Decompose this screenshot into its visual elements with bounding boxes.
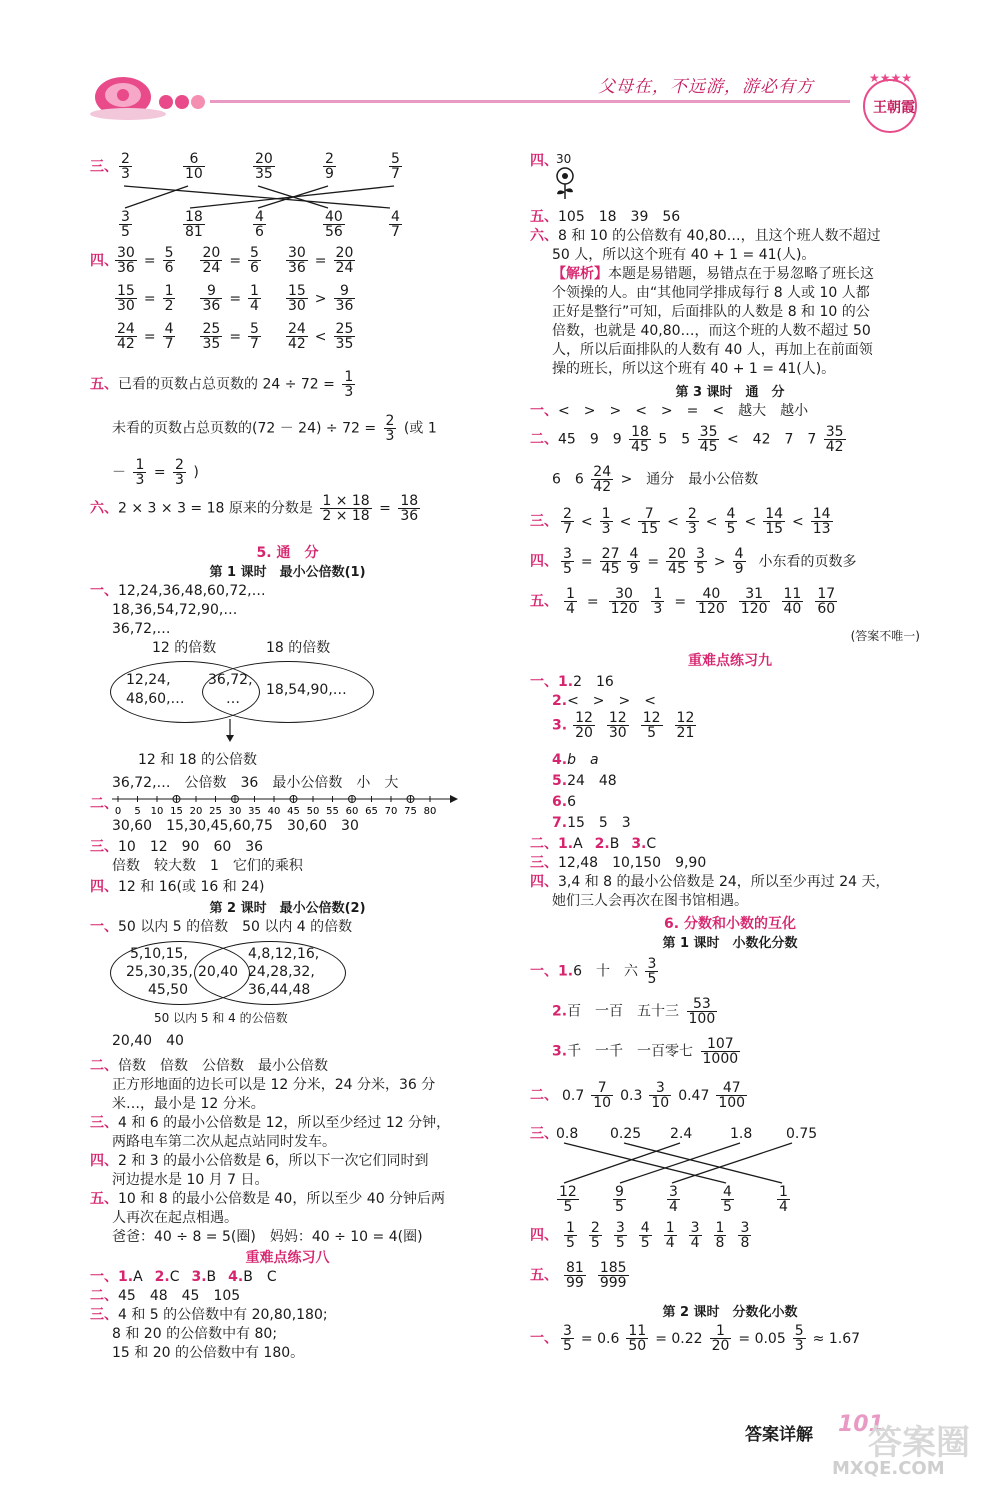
fraction: $\frac{5}{3}$ (794, 1323, 804, 1354)
left-column: 三、 2 3 6 10 20 35 2 9 5 7 3 5 18 81 4 6 40 56 4 7 四、 $\frac{30}{36}$ = $\frac{5}{6}$ $\frac{20}{24}$ = $\frac{5}{6}$ $\frac{30}{36}$ = $\frac{20}{24}$ $\frac{15}{30}$ = $\frac{1}{2}$ $\frac{9}{36}$ = $\frac{1}{4}$ $\frac{15}{30}$ > $\frac{9}{36}$ $\frac{24}{42}$ = $\frac{4}{7}$ $\frac{25}{35}$ = $\frac{5}{7}$ $\frac{24}{42}$ < $\frac{25}{35}$ 五、已看的页数占总页数的 24 ÷ 72 = $\frac{1}{3}$ 未看的页数占总页数的(72 － 24) ÷ 72 = $\frac{2}{3}$ (或 1 － $\frac{1}{3}$ = $\frac{2}{3}$ ) 六、2 × 3 × 3 = 18 原来的分数是 $\frac{1 \times 18}{2 \times 18}$ = $\frac{18}{36}$ 5. 通 分 第 1 课时 最小公倍数(1) 一、12,24,36,48,60,72,… 18,36,54,72,90,… 36,72,… 12 的倍数 18 的倍数 12,24, 48,60,… 36,72, … 18,54,90,… 12 和 18 的公倍数 36,72,… 公倍数 36 最小公倍数 小 大 二、 0 5 10 15 20 25 30 35 40 45 50 55 60 65 70 75 80 30,60 15,30,45,60,75 30,60 30 三、10 12 90 60 36 倍数 较大数 1 它们的乘积 四、12 和 16(或 16 和 24) 第 2 课时 最小公倍数(2) 一、50 以内 5 的倍数 50 以内 4 的倍数 5,10,15, 25,30,35, 45,50 20,40 4,8,12,16, 24,28,32, 36,44,48 50 以内 5 和 4 的公倍数 20,40 40 二、倍数 倍数 公倍数 最小公倍数 正方形地面的边长可以是 12 分米，24 分米，36 分 米…，最小是 12 分米。 三、4 和 6 的最小公倍数是 12，所以至少经过 12 分钟， 两路电车第二次从起点站同时发车。 四、2 和 3 的最小公倍数是 6，所以下一次它们同时到 河边提水是 10 月 7 日。 五、10 和 8 的最小公倍数是 40，所以至少 40 分钟后两 人再次在起点相遇。 爸爸：40 ÷ 8 = 5(圈) 妈妈：40 ÷ 10 = 4(圈) 重难点练习八 一、1.A 2.C 3.B 4.B C 二、45 48 45 105 三、4 和 5 的公倍数中有 20,80,180; 8 和 20 的公倍数中有 80; 15 和 20 的公倍数中有 180。 (90, 150, 485, 1400)
fraction: $\frac{30}{36}$ (117, 245, 135, 276)
fraction: 1 4 (779, 1184, 788, 1215)
fraction: $\frac{2}{5}$ (590, 1220, 600, 1251)
operator: < (744, 513, 757, 530)
fraction: $\frac{3}{5}$ (615, 1220, 625, 1251)
tick-label: 25 (209, 806, 222, 817)
lesson-title: 第 3 课时 通 分 (675, 385, 785, 400)
operator: 0.47 (678, 1087, 710, 1104)
fraction: 4 6 (255, 209, 264, 240)
tick-label: 30 (228, 806, 242, 817)
fraction: $\frac{3}{8}$ (740, 1220, 750, 1251)
tick-label: 70 (384, 806, 398, 817)
tick-label: 75 (404, 806, 417, 817)
operator: 0.7 (562, 1087, 585, 1104)
fraction: $\frac{3}{5}$ (563, 1323, 572, 1354)
right-column: 四、 30 五、105 18 39 56 六、8 和 10 的公倍数有 40,80…，且这个班人数不超过 50 人，所以这个班有 40 + 1 = 41(人)。 【解析】本题是易错题，易错点在于易忽略了班长这 个领操的人。由“其他同学排成每行 8 人或 10 人都 正好是整行”可知，后面排队的人数是 8 和 10 的公 倍数，也就是 40,80…，而这个班的人数不超过 50 人，所以后面排队的人数有 40 人，再加上在前面领 操的班长，所以这个班有 40 + 1 = 41(人)。 第 3 课时 通 分 一、< > > < > = < 越大 越小 二、45 9 9 $\frac{18}{45}$ 5 5 $\frac{35}{45}$ < 42 7 7 $\frac{35}{42}$ 6 6 $\frac{24}{42}$ > 通分 最小公倍数 三、 $\frac{2}{7}$ < $\frac{1}{3}$ < $\frac{7}{15}$ < $\frac{2}{3}$ < $\frac{4}{5}$ < $\frac{14}{15}$ < $\frac{14}{13}$ 四、 $\frac{3}{5}$ = $\frac{27}{45}$ $\frac{4}{9}$ = $\frac{20}{45}$ $\frac{3}{5}$ > $\frac{4}{9}$ 小东看的页数多 五、 $\frac{1}{4}$ = $\frac{30}{120}$ $\frac{1}{3}$ = $\frac{40}{120}$ $\frac{31}{120}$ $\frac{11}{40}$ $\frac{17}{60}$ (答案不唯一) 重难点练习九 一、1.2 16 2.< > > < 3. $\frac{12}{20}$ $\frac{12}{30}$ $\frac{12}{5}$ $\frac{12}{21}$ 4.b a 5.24 48 6.6 7.15 5 3 二、1.A 2.B 3.C 三、12,48 10,150 9,90 四、3,4 和 8 的最小公倍数是 24，所以至少再过 24 天， 她们三人会再次在图书馆相遇。 6. 分数和小数的互化 第 1 课时 小数化分数 一、1.6 十 六 $\frac{3}{5}$ 2.百 一百 五十三 $\frac{53}{100}$ 3.千 一千 一百零七 $\frac{107}{1000}$ 二、 0.7 $\frac{7}{10}$ 0.3 $\frac{3}{10}$ 0.47 $\frac{47}{100}$ 三、 0.8 0.25 2.4 1.8 0.75 12 5 9 5 3 4 4 5 1 4 四、 $\frac{1}{5}$ $\frac{2}{5}$ $\frac{3}{5}$ $\frac{4}{5}$ $\frac{1}{4}$ $\frac{3}{4}$ $\frac{1}{8}$ $\frac{3}{8}$ 五、 $\frac{81}{99}$ $\frac{185}{999}$ 第 2 课时 分数化小数 一、 $\frac{3}{5}$ = 0.6 $\frac{11}{50}$ = 0.22 $\frac{1}{20}$ = 0.05 $\frac{5}{3}$ ≈ 1.67 (530, 150, 930, 1380)
fraction: 18 81 (185, 209, 203, 240)
operator: = 0.6 (580, 1330, 620, 1347)
fraction: $\frac{31}{120}$ (740, 586, 768, 617)
fraction: $\frac{1}{2}$ (164, 283, 174, 314)
fraction: $\frac{5}{7}$ (250, 321, 259, 352)
flower-icon (554, 166, 576, 200)
item-number: 4. (228, 1269, 244, 1285)
fraction: 9 5 (615, 1184, 624, 1215)
header-divider (210, 100, 850, 103)
fraction: $\frac{4}{5}$ (640, 1220, 650, 1251)
tick-label: 0 (114, 806, 122, 817)
tick-label: 45 (287, 806, 300, 817)
fraction: $\frac{1}{3}$ (135, 457, 145, 488)
fraction: $\frac{35}{45}$ (699, 424, 718, 455)
operator: 0.3 (620, 1087, 643, 1104)
lesson-title: 第 2 课时 最小公倍数(2) (209, 901, 366, 916)
fraction: $\frac{1}{4}$ (665, 1220, 675, 1251)
operator: = (143, 252, 156, 269)
operator: = (143, 290, 156, 307)
fraction: $\frac{17}{60}$ (817, 586, 836, 617)
operator: < (580, 513, 593, 530)
fraction: $\frac{30}{36}$ (287, 245, 306, 276)
fraction: 5 7 (391, 151, 400, 182)
choice-answer: B (609, 836, 620, 852)
equality-row (112, 246, 358, 284)
operator: = (580, 553, 593, 570)
fraction-compare: 四、 $\frac{3}{5}$ = $\frac{27}{45}$ $\frac{4}{9}$ = $\frac{20}{45}$ $\frac{3}{5}$ > $\frac{4}{9}$ 小东看的页数多 (530, 546, 857, 577)
operator: = (229, 328, 242, 345)
item-number: 3. (191, 1269, 207, 1285)
fraction: $\frac{20}{45}$ (668, 546, 686, 577)
fraction: $\frac{2}{3}$ (385, 413, 395, 444)
fraction: $\frac{25}{35}$ (202, 321, 221, 352)
tick-label: 10 (150, 806, 164, 817)
decimal-value: 1.8 (730, 1126, 753, 1142)
fraction: $\frac{14}{13}$ (812, 506, 831, 537)
fraction-list: 五、 $\frac{81}{99}$ $\frac{185}{999}$ (530, 1260, 627, 1291)
brand-badge-icon (855, 68, 925, 138)
fraction: 20 35 (255, 151, 273, 182)
chapter-title: 6. 分数和小数的互化 (664, 916, 796, 932)
lesson-title: 第 1 课时 最小公倍数(1) (209, 565, 366, 580)
fraction: $\frac{24}{42}$ (593, 464, 612, 495)
fraction: $\frac{3}{10}$ (651, 1080, 670, 1111)
svg-text:王朝霞: 王朝霞 (873, 100, 915, 116)
fraction: $\frac{4}{9}$ (734, 546, 744, 577)
fraction-order: 三、 $\frac{2}{7}$ < $\frac{1}{3}$ < $\frac{7}{15}$ < $\frac{2}{3}$ < $\frac{4}{5}$ < $\frac{14}{15}$ < $\frac{14}{13}$ (530, 506, 831, 537)
decimal-value: 0.75 (786, 1126, 818, 1142)
tick-label: 60 (345, 806, 359, 817)
decimal-matching: 三、 0.8 0.25 2.4 1.8 0.75 12 5 9 5 3 4 4 5 1 4 (530, 1121, 930, 1221)
fraction: 40 56 (325, 209, 343, 240)
fraction: 3 4 (669, 1184, 678, 1215)
equality-row (112, 322, 358, 360)
decimal-fraction-list: 二、 0.7 $\frac{7}{10}$ 0.3 $\frac{3}{10}$ 0.47 $\frac{47}{100}$ (530, 1080, 746, 1111)
fraction: $\frac{47}{100}$ (718, 1080, 746, 1111)
fraction: $\frac{4}{7}$ (164, 321, 174, 352)
item-number: 1. (118, 1269, 134, 1285)
watermark-url: MXQE.COM (832, 1458, 945, 1479)
item-number: 1. (558, 836, 574, 852)
operator: = 0.05 (738, 1330, 786, 1347)
fraction: $\frac{20}{24}$ (335, 245, 354, 276)
item-number: 2. (154, 1269, 170, 1285)
tick-label: 20 (189, 806, 203, 817)
fraction-list: 3. $\frac{12}{20}$ $\frac{12}{30}$ $\frac{12}{5}$ $\frac{12}{21}$ (552, 710, 695, 741)
operator: ≈ 1.67 (812, 1330, 861, 1347)
fraction: $\frac{2}{3}$ (175, 457, 184, 488)
fraction: $\frac{4}{9}$ (629, 546, 639, 577)
operator: > (713, 553, 726, 570)
fraction: $\frac{27}{45}$ (601, 546, 620, 577)
operator: < (792, 513, 804, 530)
chapter-title: 5. 通 分 (256, 545, 319, 561)
operator: < (705, 513, 718, 530)
fraction: $\frac{1}{8}$ (715, 1220, 725, 1251)
fraction: $\frac{18}{36}$ (400, 493, 419, 524)
equality-row (112, 284, 358, 322)
fraction: $\frac{15}{30}$ (287, 283, 306, 314)
fraction: $\frac{53}{100}$ (688, 996, 716, 1027)
fraction: $\frac{107}{1000}$ (702, 1036, 739, 1067)
section-6-fraction: 六、2 × 3 × 3 = 18 原来的分数是 $\frac{1 \times 18}{2 \times 18}$ = $\frac{18}{36}$ (90, 493, 419, 524)
section-5-pages: 五、已看的页数占总页数的 24 ÷ 72 = $\frac{1}{3}$ 未看的页数占总页数的(72 － 24) ÷ 72 = $\frac{2}{3}$ (或 1 － $\frac{1}{3}$ = $\frac{2}{3}$ ) (90, 369, 437, 488)
operator: = (586, 593, 599, 610)
fraction-list: 四、 $\frac{1}{5}$ $\frac{2}{5}$ $\frac{3}{5}$ $\frac{4}{5}$ $\frac{1}{4}$ $\frac{3}{4}$ $\frac{1}{8}$ $\frac{3}{8}$ (530, 1220, 750, 1251)
fraction: $\frac{5}{6}$ (164, 245, 174, 276)
choice-answer: A (133, 1269, 143, 1285)
fraction: 4 5 (723, 1184, 732, 1215)
fraction: $\frac{12}{20}$ (575, 710, 593, 741)
choice-answer: A (573, 836, 583, 852)
fraction: $\frac{9}{36}$ (202, 283, 221, 314)
fraction: $\frac{1}{5}$ (566, 1220, 575, 1251)
lesson-title: 第 2 课时 分数化小数 (662, 1305, 798, 1320)
operator: = (674, 593, 687, 610)
fraction: $\frac{185}{999}$ (599, 1260, 627, 1291)
footer-label: 答案详解 (745, 1425, 813, 1445)
operator: = (229, 290, 242, 307)
tick-label: 65 (365, 806, 378, 817)
choice-answers: 一、1.A 2.C 3.B 4.B C (90, 1269, 277, 1285)
operator: = (647, 553, 660, 570)
fraction: 3 5 (121, 209, 130, 240)
fraction: $\frac{20}{24}$ (202, 245, 221, 276)
fraction: $\frac{11}{40}$ (783, 586, 802, 617)
svg-text:★★★★: ★★★★ (869, 71, 913, 85)
fraction: $\frac{1}{3}$ (653, 586, 663, 617)
section-4-equalities: 四、 $\frac{30}{36}$ = $\frac{5}{6}$ $\frac{20}{24}$ = $\frac{5}{6}$ $\frac{30}{36}$ = $\frac{20}{24}$ $\frac{15}{30}$ = $\frac{1}{2}$ $\frac{9}{36}$ = $\frac{1}{4}$ $\frac{15}{30}$ > $\frac{9}{36}$ $\frac{24}{42}$ = $\frac{4}{7}$ $\frac{25}{35}$ = $\frac{5}{7}$ $\frac{24}{42}$ < $\frac{25}{35}$ (90, 246, 485, 364)
fraction: $\frac{4}{5}$ (726, 506, 736, 537)
fraction: $\frac{9}{36}$ (335, 283, 354, 314)
fraction: $\frac{3}{5}$ (563, 546, 572, 577)
fraction: $\frac{15}{30}$ (117, 283, 135, 314)
decimal-value: 2.4 (670, 1126, 693, 1142)
choice-answers: 二、1.A 2.B 3.C (530, 836, 657, 852)
page-header (0, 0, 1000, 140)
tick-label: 50 (306, 806, 320, 817)
fraction: 2 9 (325, 151, 334, 182)
fraction: $\frac{12}{21}$ (676, 710, 695, 741)
tick-label: 80 (423, 806, 437, 817)
tick-label: 40 (267, 806, 281, 817)
choice-answer: B (206, 1269, 217, 1285)
fraction: $\frac{1}{3}$ (344, 369, 354, 400)
fraction: $\frac{7}{10}$ (593, 1080, 612, 1111)
flower-answer: 四、 30 (530, 150, 930, 202)
fraction: $\frac{11}{50}$ (628, 1323, 647, 1354)
venn-diagram-5-4: 5,10,15, 25,30,35, 45,50 20,40 4,8,12,16, 24,28,32, 36,44,48 (90, 937, 485, 1009)
fraction: $\frac{5}{6}$ (250, 245, 259, 276)
fraction: $\frac{12}{5}$ (642, 710, 661, 741)
fraction: $\frac{1}{4}$ (250, 283, 259, 314)
practice-title: 重难点练习八 (245, 1250, 330, 1266)
operator: = (143, 328, 156, 345)
fraction: $\frac{81}{99}$ (566, 1260, 584, 1291)
page-number: 101 (838, 1412, 884, 1437)
watermark: 答案圈 (868, 1423, 970, 1463)
fraction: $\frac{30}{120}$ (610, 586, 638, 617)
fraction: $\frac{3}{4}$ (690, 1220, 700, 1251)
matching-lines (90, 150, 485, 246)
venn-arrow (90, 639, 485, 751)
equality-rows (112, 246, 358, 360)
fraction: $\frac{12}{30}$ (608, 710, 627, 741)
fraction: $\frac{2}{7}$ (563, 506, 572, 537)
number-line-axis (112, 793, 492, 817)
tick-label: 5 (134, 806, 141, 817)
conclusion: 小东看的页数多 (758, 553, 857, 570)
item-number: 2. (594, 836, 610, 852)
fraction: $\frac{1}{20}$ (711, 1323, 730, 1354)
fraction: $\frac{3}{5}$ (695, 546, 705, 577)
operator: = 0.22 (655, 1330, 703, 1347)
venn-diagram-12-18: 12 的倍数 18 的倍数 12,24, 48,60,… 36,72, … 18,54,90,… (90, 639, 485, 751)
fraction: $\frac{25}{35}$ (335, 321, 354, 352)
tick-label: 35 (248, 806, 261, 817)
fraction: $\frac{35}{42}$ (825, 424, 844, 455)
number-line: 二、 0 5 10 15 20 25 30 35 40 45 50 55 60 65 70 75 80 (90, 793, 485, 817)
operator: < (314, 328, 327, 345)
header-slogan: 父母在，不远游，游必有方 (598, 77, 814, 97)
fraction: 6 10 (185, 151, 203, 182)
operator: < (667, 513, 679, 530)
fraction: 12 5 (559, 1184, 577, 1215)
fraction: $\frac{40}{120}$ (698, 586, 725, 617)
fraction: 4 7 (391, 209, 400, 240)
fraction: $\frac{1}{4}$ (566, 586, 575, 617)
operator: > (314, 290, 327, 307)
choice-answer: B C (243, 1269, 277, 1285)
matching-lines (530, 1121, 930, 1221)
fraction: $\frac{14}{15}$ (765, 506, 784, 537)
practice-title: 重难点练习九 (688, 653, 772, 669)
fraction: $\frac{1 \times 18}{2 \times 18}$ (322, 493, 370, 524)
fraction: $\frac{1}{3}$ (601, 506, 611, 537)
fraction: $\frac{24}{42}$ (117, 321, 135, 352)
fraction: $\frac{18}{45}$ (631, 424, 649, 455)
fraction: $\frac{7}{15}$ (640, 506, 659, 537)
operator: = (229, 252, 242, 269)
tick-label: 55 (326, 806, 339, 817)
decimal-value: 0.8 (556, 1126, 579, 1142)
section-3-matching: 三、 2 3 6 10 20 35 2 9 5 7 3 5 18 81 4 6 40 56 4 7 (90, 150, 485, 246)
snail-logo-icon (88, 62, 208, 122)
fraction-to-decimal: 一、 $\frac{3}{5}$ = 0.6 $\frac{11}{50}$ = 0.22 $\frac{1}{20}$ = 0.05 $\frac{5}{3}$ ≈ 1.67 (530, 1323, 861, 1354)
lesson-title: 第 1 课时 小数化分数 (662, 936, 798, 951)
fraction: $\frac{2}{3}$ (687, 506, 697, 537)
operator: < (619, 513, 632, 530)
fraction: $\frac{24}{42}$ (287, 321, 306, 352)
item-number: 3. (631, 836, 647, 852)
operator: = (314, 252, 327, 269)
choice-answer: C (646, 836, 657, 852)
fraction: $\frac{3}{5}$ (647, 956, 657, 987)
decimal-value: 0.25 (610, 1126, 642, 1142)
choice-answer: C (169, 1269, 180, 1285)
fraction-equivalents: 五、 $\frac{1}{4}$ = $\frac{30}{120}$ $\frac{1}{3}$ = $\frac{40}{120}$ $\frac{31}{120}$ $\frac{11}{40}$ $\frac{17}{60}$ (530, 586, 836, 617)
tick-label: 15 (170, 806, 183, 817)
fraction: 2 3 (121, 151, 130, 182)
